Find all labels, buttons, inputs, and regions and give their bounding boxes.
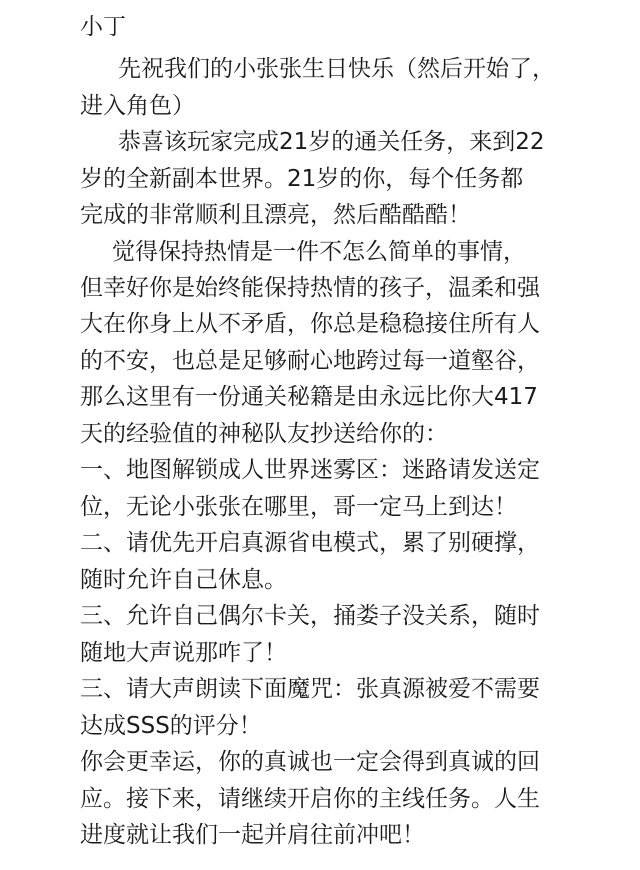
letter-line: 你会更幸运，你的真诚也一定会得到真诚的回 [80,749,540,775]
letter-line: 二、请优先开启真源省电模式，累了别硬撑， [80,530,540,556]
letter-line: 岁的全新副本世界。21岁的你，每个任务都 [80,166,524,192]
letter-line: 那么这里有一份通关秘籍是由永远比你大417 [80,384,538,410]
letter-line: 进入角色） [80,93,195,119]
letter-line: 三、请大声朗读下面魔咒：张真源被爱不需要 [80,676,540,702]
letter-line: 的不安，也总是足够耐心地跨过每一道壑谷， [80,348,540,374]
letter-line: 天的经验值的神秘队友抄送给你的： [80,421,448,447]
letter-line: 一、地图解锁成人世界迷雾区：迷路请发送定 [80,457,540,483]
letter-line: 达成SSS的评分！ [80,713,262,739]
letter-greeting: 小丁 [80,14,126,40]
letter-line: 进度就让我们一起并肩往前冲吧！ [80,822,425,848]
letter-line: 先祝我们的小张张生日快乐（然后开始了， [118,56,555,82]
letter-line: 觉得保持热情是一件不怎么简单的事情， [112,239,526,265]
letter-line: 位，无论小张张在哪里，哥一定马上到达！ [80,494,517,520]
letter-line: 三、允许自己偶尔卡关，捅娄子没关系，随时 [80,603,540,629]
letter-line: 完成的非常顺利且漂亮，然后酷酷酷！ [80,202,471,228]
letter-line: 恭喜该玩家完成21岁的通关任务，来到22 [118,129,545,155]
letter-line: 大在你身上从不矛盾，你总是稳稳接住所有人 [80,311,540,337]
letter-line: 随地大声说那咋了！ [80,640,287,666]
letter-line: 应。接下来，请继续开启你的主线任务。人生 [80,786,540,812]
letter-line: 但幸好你是始终能保持热情的孩子，温柔和强 [80,275,540,301]
letter-line: 随时允许自己休息。 [80,567,287,593]
